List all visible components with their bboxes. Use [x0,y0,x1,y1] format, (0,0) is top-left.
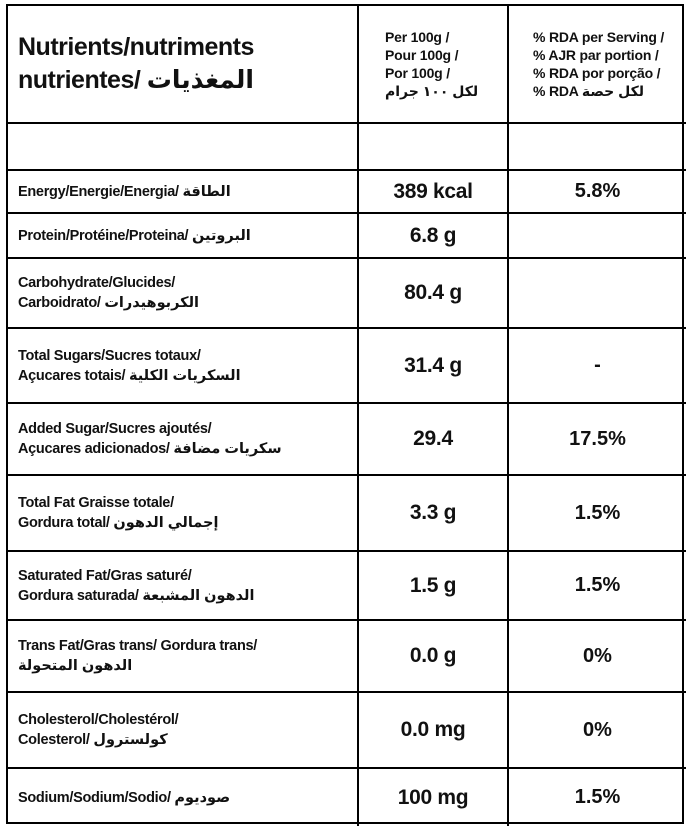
rda-line-pt: % RDA por porção / [533,65,661,81]
nutrient-label-line: Colesterol/ كولسترول [18,732,168,748]
nutrition-facts-table-frame [6,4,684,824]
nutrient-value: 6.8 g [358,213,508,258]
nutrient-value: 0.0 g [358,620,508,692]
nutrient-label [8,258,358,328]
empty-cell [508,123,686,170]
nutrient-rda [508,213,686,258]
nutrient-value: 100 mg [358,768,508,826]
per-100g-header-cell [358,6,508,123]
nutrient-row-protein [8,213,686,258]
nutrient-label [8,328,358,403]
nutrient-label [8,620,358,692]
nutrient-row-trans-fat [8,620,686,692]
nutrient-row-carbohydrate [8,258,686,328]
nutrient-label-line: Gordura total/ إجمالي الدهون [18,515,219,531]
nutrients-title-line-2: nutrientes/ المغذيات [18,66,254,94]
nutrient-value: 389 kcal [358,170,508,213]
nutrient-label [8,768,358,826]
nutrition-table [8,6,686,826]
nutrient-label-line: Cholesterol/Cholestérol/ [18,712,179,728]
nutrient-rda [508,258,686,328]
nutrient-label [8,403,358,475]
nutrient-value: 1.5 g [358,551,508,620]
nutrient-label-line: Carbohydrate/Glucides/ [18,275,175,291]
nutrient-rda: 1.5% [508,551,686,620]
nutrient-value: 3.3 g [358,475,508,551]
nutrient-rda: - [508,328,686,403]
nutrient-label-line: Gordura saturada/ الدهون المشبعة [18,587,255,604]
nutrient-label [8,213,358,258]
nutrient-row-energy [8,170,686,213]
nutrient-rda: 0% [508,620,686,692]
nutrient-row-sodium [8,768,686,826]
nutrient-label-line: الدهون المتحولة [18,658,133,674]
nutrient-row-total-sugars [8,328,686,403]
nutrient-label [8,475,358,551]
empty-cell [8,123,358,170]
nutrient-label [8,170,358,213]
header-row [8,6,686,123]
nutrient-label-line: Saturated Fat/Gras saturé/ [18,567,192,584]
nutrient-value: 0.0 mg [358,692,508,768]
nutrient-rda: 5.8% [508,170,686,213]
nutrient-label-line: Total Sugars/Sucres totaux/ [18,347,201,364]
nutrient-row-total-fat [8,475,686,551]
nutrient-value: 80.4 g [358,258,508,328]
rda-line-en: % RDA per Serving / [533,29,665,45]
nutrient-label-line: Protein/Protéine/Proteina/ البروتين [18,227,251,244]
nutrient-row-saturated-fat [8,551,686,620]
nutrient-label-line: Açucares adicionados/ سكريات مضافة [18,441,282,457]
empty-cell [358,123,508,170]
nutrient-label [8,551,358,620]
nutrient-rda: 1.5% [508,768,686,826]
nutrient-label-line: Açucares totais/ السكريات الكلية [18,367,241,384]
nutrient-value: 31.4 g [358,328,508,403]
nutrients-header-cell [8,6,358,123]
rda-header-cell [508,6,686,123]
rda-line-ar: % RDA لكل حصة [533,83,645,99]
per-100g-line-pt: Por 100g / [385,65,450,81]
per-100g-line-fr: Pour 100g / [385,47,459,63]
nutrient-row-cholesterol [8,692,686,768]
nutrient-rda: 1.5% [508,475,686,551]
per-100g-line-en: Per 100g / [385,29,450,45]
nutrient-label [8,692,358,768]
per-100g-line-ar: لكل ١٠٠ جرام [385,83,479,99]
nutrient-label-line: Energy/Energie/Energia/ الطاقة [18,183,231,200]
nutrient-label-line: Carboidrato/ الكربوهيدرات [18,295,199,311]
nutrient-rda: 0% [508,692,686,768]
nutrient-rda: 17.5% [508,403,686,475]
rda-line-fr: % AJR par portion / [533,47,659,63]
nutrient-row-added-sugar [8,403,686,475]
nutrient-value: 29.4 [358,403,508,475]
empty-row [8,123,686,170]
nutrient-label-line: Sodium/Sodium/Sodio/ صوديوم [18,789,231,806]
nutrient-label-line: Total Fat Graisse totale/ [18,495,174,511]
nutrient-label-line: Added Sugar/Sucres ajoutés/ [18,421,212,437]
nutrient-label-line: Trans Fat/Gras trans/ Gordura trans/ [18,638,257,654]
nutrients-title-line-1: Nutrients/nutriments [18,33,254,61]
